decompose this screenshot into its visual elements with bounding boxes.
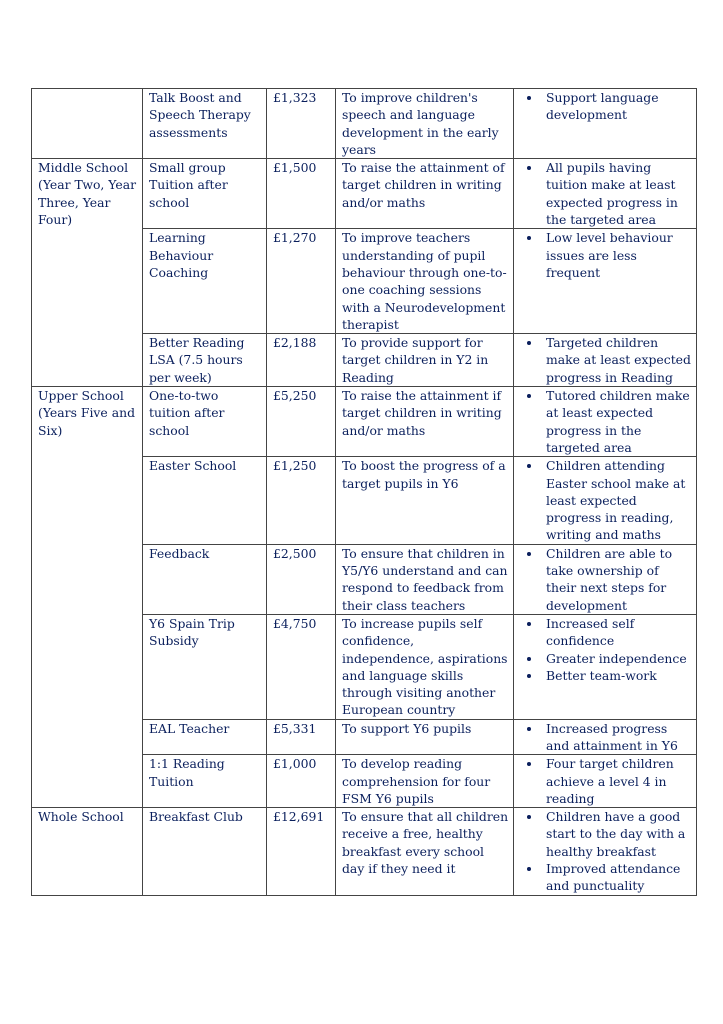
purpose-cell: To increase pupils self confidence, independence, aspirations and language skills through visiting another European country: [336, 614, 514, 719]
outcome-item: • Children are able to take ownership of their next steps for development: [542, 545, 692, 614]
outcomes-list: [520, 229, 692, 281]
outcome-item: • All pupils having tuition make at least expected progress in the targeted area: [542, 159, 692, 228]
purpose-cell: To improve children's speech and language development in the early years: [336, 89, 514, 159]
outcome-item: • Better team-work: [542, 667, 692, 684]
phase-cell: Upper School (Years Five and Six): [32, 387, 143, 808]
outcomes-cell: [514, 159, 697, 229]
outcomes-cell: [514, 614, 697, 719]
purpose-cell: To improve teachers understanding of pupil behaviour through one-to-one coaching sessions with a Neurodevelopment therapist: [336, 229, 514, 334]
purpose-cell: To ensure that children in Y5/Y6 understand and can respond to feedback from their class teachers: [336, 544, 514, 614]
activity-cell: Learning Behaviour Coaching: [143, 229, 267, 334]
outcomes-cell: [514, 808, 697, 895]
cost-cell: £2,500: [267, 544, 336, 614]
purpose-cell: To support Y6 pupils: [336, 719, 514, 755]
table-row: [32, 387, 697, 457]
outcomes-list: [520, 808, 692, 894]
outcome-item: • Children attending Easter school make at least expected progress in reading, writing and maths: [542, 457, 692, 543]
outcome-item: • Four target children achieve a level 4 in reading: [542, 755, 692, 807]
phase-cell: [32, 89, 143, 159]
activity-cell: Easter School: [143, 457, 267, 544]
phase-cell: Middle School (Year Two, Year Three, Year Four): [32, 159, 143, 387]
purpose-cell: To raise the attainment if target children in writing and/or maths: [336, 387, 514, 457]
outcome-item: • Greater independence: [542, 650, 692, 667]
cost-cell: £12,691: [267, 808, 336, 895]
cost-cell: £1,270: [267, 229, 336, 334]
outcomes-list: [520, 457, 692, 543]
activity-cell: Feedback: [143, 544, 267, 614]
activity-cell: Y6 Spain Trip Subsidy: [143, 614, 267, 719]
outcomes-list: [520, 334, 692, 386]
outcome-item: • Support language development: [542, 89, 692, 124]
cost-cell: £2,188: [267, 334, 336, 387]
outcomes-cell: [514, 457, 697, 544]
activity-cell: Better Reading LSA (7.5 hours per week): [143, 334, 267, 387]
purpose-cell: To provide support for target children in Y2 in Reading: [336, 334, 514, 387]
cost-cell: £5,331: [267, 719, 336, 755]
outcomes-cell: [514, 544, 697, 614]
cost-cell: £1,250: [267, 457, 336, 544]
activity-cell: Small group Tuition after school: [143, 159, 267, 229]
table-row: [32, 159, 697, 229]
outcomes-list: [520, 159, 692, 228]
cost-cell: £1,323: [267, 89, 336, 159]
outcome-item: • Targeted children make at least expected progress in Reading: [542, 334, 692, 386]
purpose-cell: To develop reading comprehension for four FSM Y6 pupils: [336, 755, 514, 808]
outcomes-cell: [514, 719, 697, 755]
cost-cell: £1,000: [267, 755, 336, 808]
outcome-item: • Children have a good start to the day with a healthy breakfast: [542, 808, 692, 860]
activity-cell: 1:1 Reading Tuition: [143, 755, 267, 808]
activity-cell: Breakfast Club: [143, 808, 267, 895]
outcome-item: • Tutored children make at least expected progress in the targeted area: [542, 387, 692, 456]
outcomes-list: [520, 755, 692, 807]
funding-table: [31, 88, 697, 896]
outcome-item: • Increased self confidence: [542, 615, 692, 650]
purpose-cell: To boost the progress of a target pupils in Y6: [336, 457, 514, 544]
outcomes-list: [520, 89, 692, 124]
outcomes-list: [520, 545, 692, 614]
outcomes-list: [520, 387, 692, 456]
table-row: [32, 808, 697, 895]
outcomes-cell: [514, 229, 697, 334]
outcomes-list: [520, 720, 692, 755]
purpose-cell: To raise the attainment of target children in writing and/or maths: [336, 159, 514, 229]
cost-cell: £1,500: [267, 159, 336, 229]
activity-cell: Talk Boost and Speech Therapy assessments: [143, 89, 267, 159]
cost-cell: £5,250: [267, 387, 336, 457]
table-row: [32, 89, 697, 159]
outcomes-list: [520, 615, 692, 684]
outcomes-cell: [514, 334, 697, 387]
activity-cell: One-to-two tuition after school: [143, 387, 267, 457]
activity-cell: EAL Teacher: [143, 719, 267, 755]
purpose-cell: To ensure that all children receive a free, healthy breakfast every school day if they need it: [336, 808, 514, 895]
cost-cell: £4,750: [267, 614, 336, 719]
outcome-item: • Low level behaviour issues are less frequent: [542, 229, 692, 281]
outcomes-cell: [514, 755, 697, 808]
outcomes-cell: [514, 89, 697, 159]
outcome-item: • Increased progress and attainment in Y6: [542, 720, 692, 755]
funding-table-body: [32, 89, 697, 896]
phase-cell: Whole School: [32, 808, 143, 895]
outcomes-cell: [514, 387, 697, 457]
outcome-item: • Improved attendance and punctuality: [542, 860, 692, 895]
